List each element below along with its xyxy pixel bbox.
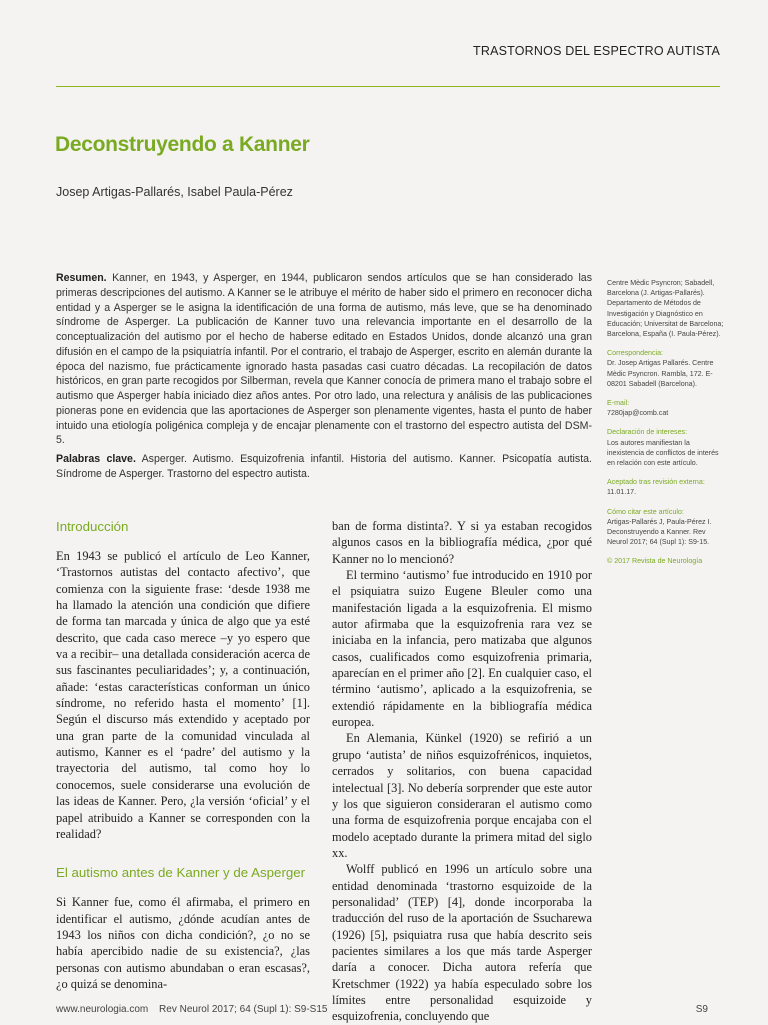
keywords [56, 452, 592, 482]
page-number: S9 [695, 1004, 708, 1015]
keywords-lead: Palabras clave. [56, 453, 136, 465]
right-paragraph-3: Wolff publicó en 1996 un artículo sobre una entidad denominada ‘trastorno esquizoide de la personalidad’ (TEP) [4], donde incorporaba la traducción del ruso de la aportación de Ssucharewa (1926) [5], psiquiatra rusa que había descrito seis pacientes similares a los que más tarde Asperger daría a conocer. Dicha autora refería que Kretschmer (1922) ya había especulado sobre los límites entre personalidad esquizoide y esquizofrenia, concluyendo que [332, 862, 592, 1024]
accepted-label: Aceptado tras revisión externa: [607, 478, 705, 487]
abstract-lead: Resumen. [56, 272, 107, 284]
accepted-date: 11.01.17. [607, 488, 637, 497]
interests-text: Los autores manifiestan la inexistencia de conflictos de interés en relación con este artículo. [607, 438, 719, 468]
right-paragraph-0: ban de forma distinta?. Y si ya estaban recogidos algunos casos en la bibliografía médica, ¿por qué Kanner no lo mencionó? [332, 519, 592, 566]
interests [607, 427, 725, 468]
footer-website[interactable]: www.neurologia.com [56, 1004, 149, 1015]
footer-citation: Rev Neurol 2017; 64 (Supl 1): S9-S15 [159, 1004, 328, 1015]
body-column-right [332, 518, 592, 1025]
right-paragraph-1: El termino ‘autismo’ fue introducido en 1910 por el psiquiatra suizo Eugene Bleuler como una manifestación ligada a la esquizofrenia. El mismo autor afirmaba que la esquizofrenia rara vez se iniciaba en la infancia, pero matizaba que algunos casos, cualificados como esquizofrenia primaria, aparecían en el primer año [2]. En cualquier caso, el término ‘autismo’, aplicado a la esquizofrenia, se extendió rápidamente en la bibliografía médica europea. [332, 568, 592, 730]
accepted [607, 477, 725, 497]
section-heading-before: El autismo antes de Kanner y de Asperger [56, 865, 306, 881]
article-info-sidebar [607, 278, 725, 576]
right-paragraph-2: En Alemania, Künkel (1920) se refirió a un grupo ‘autista’ de niños esquizofrénicos, inquietos, cerrados y solitarios, con buena capacidad intelectual [3]. No debería sorprender que este autor y los que siguieron consideraran el autismo como una forma de esquizofrenia porque encajaba con el modelo aceptado durante la primera mitad del siglo xx. [332, 731, 592, 860]
interests-label: Declaración de intereses: [607, 428, 688, 437]
section-label: TRASTORNOS DEL ESPECTRO AUTISTA [473, 44, 720, 58]
email [607, 398, 725, 418]
body-column-left [56, 518, 310, 992]
abstract [56, 271, 592, 482]
header-rule [56, 86, 720, 87]
citation-info [607, 507, 725, 548]
before-paragraph: Si Kanner fue, como él afirmaba, el primero en identificar el autismo, ¿dónde acudían antes de 1943 los niños con dicha condición?, ¿o no se había apercibido nadie de su existencia?, ¿las personas con autismo abundaban o eran escasas?, ¿o quizá se denomina- [56, 895, 310, 991]
email-label: E-mail: [607, 399, 630, 408]
abstract-paragraph [56, 271, 592, 448]
article-title: Deconstruyendo a Kanner [55, 133, 310, 156]
authors: Josep Artigas-Pallarés, Isabel Paula-Pérez [56, 185, 293, 199]
cite-label: Cómo citar este artículo: [607, 507, 684, 516]
copyright: © 2017 Revista de Neurología [607, 557, 703, 566]
correspondence [607, 348, 725, 389]
keywords-text: Asperger. Autismo. Esquizofrenia infantil. Historia del autismo. Kanner. Psicopatía autista. Síndrome de Asperger. Trastorno del espectro autista. [56, 453, 592, 480]
intro-paragraph: En 1943 se publicó el artículo de Leo Kanner, ‘Trastornos autistas del contacto afectivo’, que comienza con la siguiente frase: ‘desde 1938 me ha llamado la atención una condición que difiere de forma tan marcada y única de algo que ya esté descrito, que cada caso merece –y yo espero que va a recibir– una detallada consideración acerca de sus fascinantes peculiaridades’; y, a continuación, añade: ‘estas características conforman un único síndrome, no referido hasta el momento’ [1]. Según el discurso más extendido y aceptado por una gran parte de la comunidad vinculada al autismo, Kanner es el ‘padre’ del autismo y la trayectoria del autismo, tal como hoy lo conocemos, suele considerarse una evolución de las ideas de Kanner. Pero, ¿la versión ‘oficial’ y el papel atribuido a Kanner se corresponden con la realidad? [56, 549, 310, 841]
cite-text: Artigas-Pallarés J, Paula-Pérez I. Deconstruyendo a Kanner. Rev Neurol 2017; 64 (Supl 1): S9-15. [607, 517, 712, 547]
correspondence-text: Dr. Josep Artigas Pallarés. Centre Mèdic Psyncron. Rambla, 172. E-08201 Sabadell (Barcelona). [607, 359, 714, 388]
intro-heading: Introducción [56, 519, 129, 534]
footer [56, 1004, 335, 1015]
affiliation: Centre Mèdic Psyncron; Sabadell, Barcelona (J. Artigas-Pallarés). Departamento de Métodos de Investigación y Diagnóstico en Educación; Universitat de Barcelona; Barcelona, España (I. Paula-Pérez). [607, 279, 724, 339]
email-link[interactable]: 7280jap@comb.cat [607, 409, 669, 418]
correspondence-label: Correspondencia: [607, 349, 663, 358]
abstract-text: Kanner, en 1943, y Asperger, en 1944, publicaron sendos artículos que se han considerado las primeras descripciones del autismo. A Kanner se le atribuye el mérito de haber sido el primero en reconocer dicha entidad y a Asperger se le asigna la identificación de una forma de autismo, más leve, que se ha denominado síndrome de Asperger. La publicación de Kanner tuvo una relevancia importante en el desarrollo de la conceptualización del autismo por el hecho de haberse editado en Estados Unidos, donde alcanzó una gran difusión en el campo de la psiquiatría infantil. Por el contrario, el trabajo de Asperger, escrito en alemán durante la época del nazismo, fue prácticamente ignorado hasta pasadas casi cuatro décadas. La recopilación de datos históricos, en gran parte recogidos por Silberman, revela que Kanner conocía de primera mano el trabajo sobre el autismo que Asperger había iniciado diez años antes. Por otro lado, una relectura y análisis de las publicaciones pioneras pone en evidencia que las aportaciones de Asperger son plenamente vigentes, hasta el punto de haber intuido una etiología poligénica compleja y de encajar plenamente con el trastorno del espectro autista del DSM-5. [56, 272, 592, 447]
